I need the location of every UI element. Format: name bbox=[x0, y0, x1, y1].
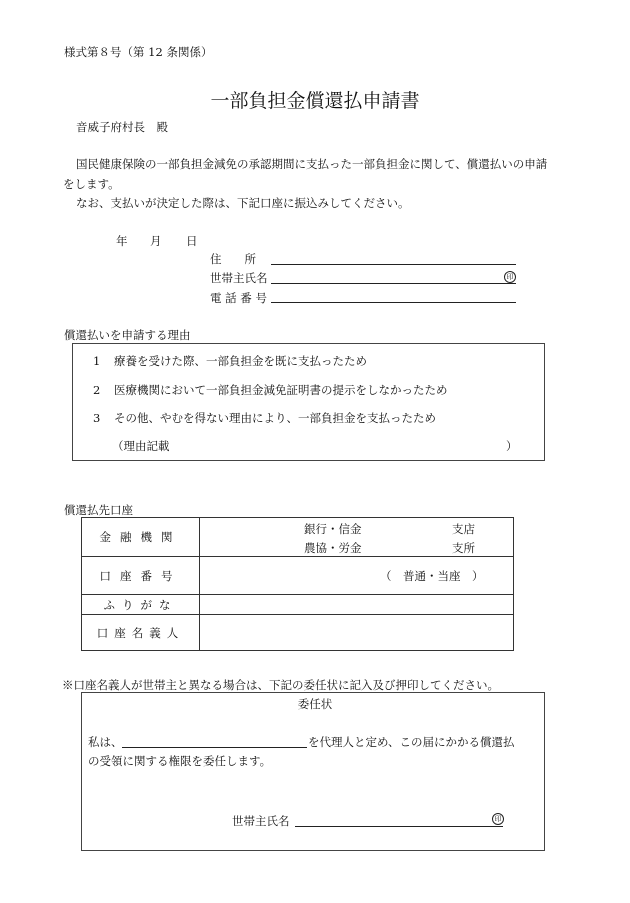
account-type-options[interactable]: （ 普通・当座 ） bbox=[380, 568, 484, 583]
form-number: 様式第８号（第 12 条関係） bbox=[64, 45, 213, 59]
proxy-householder-label: 世帯主氏名 bbox=[232, 814, 290, 828]
reason-item-2[interactable] bbox=[93, 382, 447, 398]
reason-item-2-text: 医療機関において一部負担金減免証明書の提示をしなかったため bbox=[113, 383, 448, 397]
branch-label-2: 支所 bbox=[452, 541, 475, 555]
intro-line-3: なお、支払いが決定した際は、下記口座に振込みしてください。 bbox=[76, 196, 410, 210]
proxy-box bbox=[81, 692, 545, 851]
reason-item-3-text: その他、やむを得ない理由により、一部負担金を支払ったため bbox=[113, 411, 436, 425]
date-month-label: 月 bbox=[150, 234, 162, 248]
account-row-number bbox=[82, 557, 514, 595]
address-field[interactable] bbox=[271, 264, 516, 265]
account-table bbox=[81, 517, 514, 651]
reason-item-1-number: 1 bbox=[93, 354, 101, 368]
account-heading: 償還払先口座 bbox=[64, 503, 133, 517]
proxy-agent-name-field[interactable] bbox=[122, 747, 307, 748]
intro-line-2: をします。 bbox=[63, 177, 120, 191]
reason-heading: 償還払いを申請する理由 bbox=[64, 328, 191, 342]
householder-name-field[interactable] bbox=[271, 283, 516, 284]
branch-label-1: 支店 bbox=[452, 522, 475, 536]
institution-label: 金融機関 bbox=[82, 518, 200, 557]
phone-field[interactable] bbox=[271, 302, 516, 303]
reason-item-1[interactable] bbox=[93, 353, 367, 369]
furigana-label: ふりがな bbox=[82, 595, 200, 615]
proxy-text-pre: 私は、 bbox=[88, 735, 123, 749]
account-row-furigana bbox=[82, 595, 514, 615]
date-year-label: 年 bbox=[116, 234, 128, 248]
proxy-text-line-2: の受領に関する権限を委任します。 bbox=[88, 754, 272, 768]
bank-type-2: 農協・労金 bbox=[304, 541, 362, 555]
proxy-householder-name-field[interactable] bbox=[295, 826, 503, 827]
intro-line-1: 国民健康保険の一部負担金減免の承認期間に支払った一部負担金に関して、償還払いの申請 bbox=[76, 157, 548, 171]
reason-detail-close: ） bbox=[506, 439, 518, 453]
proxy-seal-mark-icon: 印 bbox=[492, 813, 504, 825]
date-day-label: 日 bbox=[186, 234, 198, 248]
account-row-holder bbox=[82, 615, 514, 651]
account-number-label: 口座番号 bbox=[82, 557, 200, 595]
page-title: 一部負担金償還払申請書 bbox=[210, 90, 420, 112]
account-holder-field[interactable] bbox=[200, 615, 514, 651]
proxy-text-post: を代理人と定め、この届にかかる償還払 bbox=[308, 735, 515, 749]
furigana-field[interactable] bbox=[200, 595, 514, 615]
reason-item-3[interactable] bbox=[93, 410, 436, 426]
institution-field[interactable] bbox=[200, 518, 514, 557]
proxy-title: 委任状 bbox=[297, 697, 333, 711]
bank-type-1: 銀行・信金 bbox=[304, 522, 362, 536]
householder-name-label: 世帯主氏名 bbox=[210, 271, 268, 285]
reason-item-2-number: 2 bbox=[93, 383, 101, 397]
phone-label: 電 話 番 号 bbox=[210, 291, 267, 305]
address-label: 住 所 bbox=[210, 252, 256, 266]
reason-item-3-number: 3 bbox=[93, 411, 101, 425]
reason-detail-open: （理由記載 bbox=[112, 439, 170, 453]
account-holder-label: 口座名義人 bbox=[82, 615, 200, 651]
reason-item-1-text: 療養を受けた際、一部負担金を既に支払ったため bbox=[113, 354, 367, 368]
proxy-note: ※口座名義人が世帯主と異なる場合は、下記の委任状に記入及び押印してください。 bbox=[62, 678, 499, 692]
seal-mark-icon: 印 bbox=[504, 271, 516, 283]
account-row-institution bbox=[82, 518, 514, 557]
addressee: 音威子府村長 殿 bbox=[76, 120, 168, 134]
account-number-field[interactable] bbox=[200, 557, 514, 595]
